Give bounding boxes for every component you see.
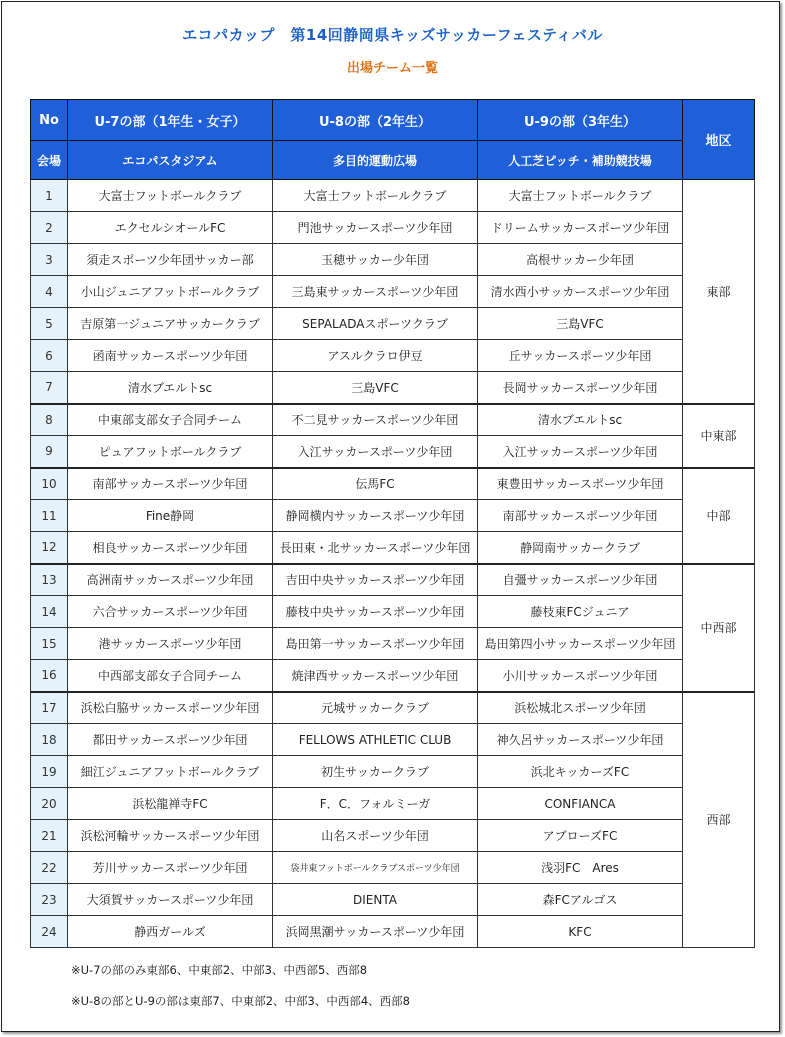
region-cell: 中部 [683, 468, 755, 564]
row-number: 24 [31, 916, 68, 948]
team-u7: 相良サッカースポーツ少年団 [68, 532, 273, 564]
row-number: 11 [31, 500, 68, 532]
team-u9: アブローズFC [478, 820, 683, 852]
row-number: 18 [31, 724, 68, 756]
team-u8: アスルクラロ伊豆 [273, 340, 478, 372]
header-venue-label: 会場 [31, 141, 68, 180]
row-number: 21 [31, 820, 68, 852]
team-u7: 吉原第一ジュニアサッカークラブ [68, 308, 273, 340]
team-u9: 入江サッカースポーツ少年団 [478, 436, 683, 468]
team-u8: SEPALADAスポーツクラブ [273, 308, 478, 340]
table-row [31, 692, 755, 724]
table-row [31, 276, 755, 308]
team-u8: 山名スポーツ少年団 [273, 820, 478, 852]
team-u9: 浜北キッカーズFC [478, 756, 683, 788]
team-u8: 藤枝中央サッカースポーツ少年団 [273, 596, 478, 628]
header-u7: U-7の部（1年生・女子） [68, 100, 273, 141]
team-u7: Fine静岡 [68, 500, 273, 532]
team-u7: 清水ブエルトsc [68, 372, 273, 404]
team-u8: 三島東サッカースポーツ少年団 [273, 276, 478, 308]
row-number: 13 [31, 564, 68, 596]
footnote: ※U-7の部のみ東部6、中東部2、中部3、中西部5、西部8 [71, 963, 368, 977]
team-u9: 浜松城北スポーツ少年団 [478, 692, 683, 724]
team-u9: 清水ブエルトsc [478, 404, 683, 436]
table-row [31, 244, 755, 276]
team-u9: 丘サッカースポーツ少年団 [478, 340, 683, 372]
team-u7: 都田サッカースポーツ少年団 [68, 724, 273, 756]
row-number: 14 [31, 596, 68, 628]
team-u8: F．C．フォルミーガ [273, 788, 478, 820]
team-u7: 中西部支部女子合同チーム [68, 660, 273, 692]
team-u9: 神久呂サッカースポーツ少年団 [478, 724, 683, 756]
team-u9: KFC [478, 916, 683, 948]
team-u8: 初生サッカークラブ [273, 756, 478, 788]
page-title: エコパカップ 第14回静岡県キッズサッカーフェスティバル [182, 26, 603, 44]
header-venue-u7: エコパスタジアム [68, 141, 273, 180]
team-u7: 須走スポーツ少年団サッカー部 [68, 244, 273, 276]
team-u9: ドリームサッカースポーツ少年団 [478, 212, 683, 244]
team-u9: 長岡サッカースポーツ少年団 [478, 372, 683, 404]
team-u8: DIENTA [273, 884, 478, 916]
table-row [31, 532, 755, 564]
team-u8: 三島VFC [273, 372, 478, 404]
team-u7: 細江ジュニアフットボールクラブ [68, 756, 273, 788]
team-u7: 大富士フットボールクラブ [68, 180, 273, 212]
row-number: 5 [31, 308, 68, 340]
team-u8: 島田第一サッカースポーツ少年団 [273, 628, 478, 660]
team-u7: 小山ジュニアフットボールクラブ [68, 276, 273, 308]
row-number: 16 [31, 660, 68, 692]
team-u7: 大須賀サッカースポーツ少年団 [68, 884, 273, 916]
team-u8: 吉田中央サッカースポーツ少年団 [273, 564, 478, 596]
team-u9: 清水西小サッカースポーツ少年団 [478, 276, 683, 308]
team-u7: ピュアフットボールクラブ [68, 436, 273, 468]
row-number: 12 [31, 532, 68, 564]
row-number: 22 [31, 852, 68, 884]
team-u7: 六合サッカースポーツ少年団 [68, 596, 273, 628]
row-number: 1 [31, 180, 68, 212]
team-u7: エクセルシオールFC [68, 212, 273, 244]
region-cell: 東部 [683, 180, 755, 404]
row-number: 20 [31, 788, 68, 820]
table-row [31, 788, 755, 820]
team-u9: 藤枝東FCジュニア [478, 596, 683, 628]
team-u8: 長田東・北サッカースポーツ少年団 [273, 532, 478, 564]
row-number: 4 [31, 276, 68, 308]
row-number: 23 [31, 884, 68, 916]
team-u9: 森FCアルゴス [478, 884, 683, 916]
table-row [31, 852, 755, 884]
footnote: ※U-8の部とU-9の部は東部7、中東部2、中部3、中西部4、西部8 [71, 994, 410, 1008]
team-u8: FELLOWS ATHLETIC CLUB [273, 724, 478, 756]
table-row [31, 628, 755, 660]
team-u9: 三島VFC [478, 308, 683, 340]
table-row [31, 404, 755, 436]
row-number: 8 [31, 404, 68, 436]
team-u8: 静岡横内サッカースポーツ少年団 [273, 500, 478, 532]
table-row [31, 660, 755, 692]
team-u7: 浜松龍禅寺FC [68, 788, 273, 820]
table-row [31, 756, 755, 788]
table-row [31, 500, 755, 532]
team-u8: 元城サッカークラブ [273, 692, 478, 724]
team-u9: 高根サッカー少年団 [478, 244, 683, 276]
team-u9: 島田第四小サッカースポーツ少年団 [478, 628, 683, 660]
team-u7: 浜松白脇サッカースポーツ少年団 [68, 692, 273, 724]
team-u9: 浅羽FC Ares [478, 852, 683, 884]
team-u7: 浜松河輪サッカースポーツ少年団 [68, 820, 273, 852]
row-number: 15 [31, 628, 68, 660]
table-row [31, 180, 755, 212]
team-u7: 函南サッカースポーツ少年団 [68, 340, 273, 372]
team-u8: 門池サッカースポーツ少年団 [273, 212, 478, 244]
table-row [31, 596, 755, 628]
team-u8: 伝馬FC [273, 468, 478, 500]
row-number: 2 [31, 212, 68, 244]
table-row [31, 308, 755, 340]
row-number: 10 [31, 468, 68, 500]
team-u8: 入江サッカースポーツ少年団 [273, 436, 478, 468]
team-u8: 不二見サッカースポーツ少年団 [273, 404, 478, 436]
team-u9: 自彊サッカースポーツ少年団 [478, 564, 683, 596]
team-u7: 芳川サッカースポーツ少年団 [68, 852, 273, 884]
table-row [31, 212, 755, 244]
team-u8: 袋井東フットボールクラブスポーツ少年団 [273, 852, 478, 884]
row-number: 9 [31, 436, 68, 468]
header-u9: U-9の部（3年生） [478, 100, 683, 141]
table-row [31, 564, 755, 596]
table-row [31, 884, 755, 916]
table-row [31, 340, 755, 372]
header-venue-u8: 多目的運動広場 [273, 141, 478, 180]
table-row [31, 820, 755, 852]
row-number: 19 [31, 756, 68, 788]
team-u7: 南部サッカースポーツ少年団 [68, 468, 273, 500]
header-venue-u9: 人工芝ピッチ・補助競技場 [478, 141, 683, 180]
footnotes [71, 955, 410, 1017]
row-number: 17 [31, 692, 68, 724]
team-u7: 静西ガールズ [68, 916, 273, 948]
team-u8: 焼津西サッカースポーツ少年団 [273, 660, 478, 692]
row-number: 3 [31, 244, 68, 276]
row-number: 6 [31, 340, 68, 372]
row-number: 7 [31, 372, 68, 404]
page-subtitle: 出場チーム一覧 [346, 61, 438, 76]
team-u7: 高洲南サッカースポーツ少年団 [68, 564, 273, 596]
team-u9: 小川サッカースポーツ少年団 [478, 660, 683, 692]
header-region: 地区 [683, 100, 755, 180]
table-row [31, 372, 755, 404]
team-u9: 南部サッカースポーツ少年団 [478, 500, 683, 532]
team-u9: CONFIANCA [478, 788, 683, 820]
region-cell: 西部 [683, 692, 755, 948]
teams-table [30, 99, 755, 948]
table-row [31, 724, 755, 756]
region-cell: 中西部 [683, 564, 755, 692]
team-u9: 静岡南サッカークラブ [478, 532, 683, 564]
region-cell: 中東部 [683, 404, 755, 468]
table-row [31, 916, 755, 948]
team-u9: 大富士フットボールクラブ [478, 180, 683, 212]
team-u7: 中東部支部女子合同チーム [68, 404, 273, 436]
team-u8: 浜岡黒潮サッカースポーツ少年団 [273, 916, 478, 948]
team-u9: 東豊田サッカースポーツ少年団 [478, 468, 683, 500]
team-u7: 港サッカースポーツ少年団 [68, 628, 273, 660]
header-no: No [31, 100, 68, 141]
table-row [31, 436, 755, 468]
team-u8: 大富士フットボールクラブ [273, 180, 478, 212]
table-row [31, 468, 755, 500]
team-u8: 玉穂サッカー少年団 [273, 244, 478, 276]
header-u8: U-8の部（2年生） [273, 100, 478, 141]
